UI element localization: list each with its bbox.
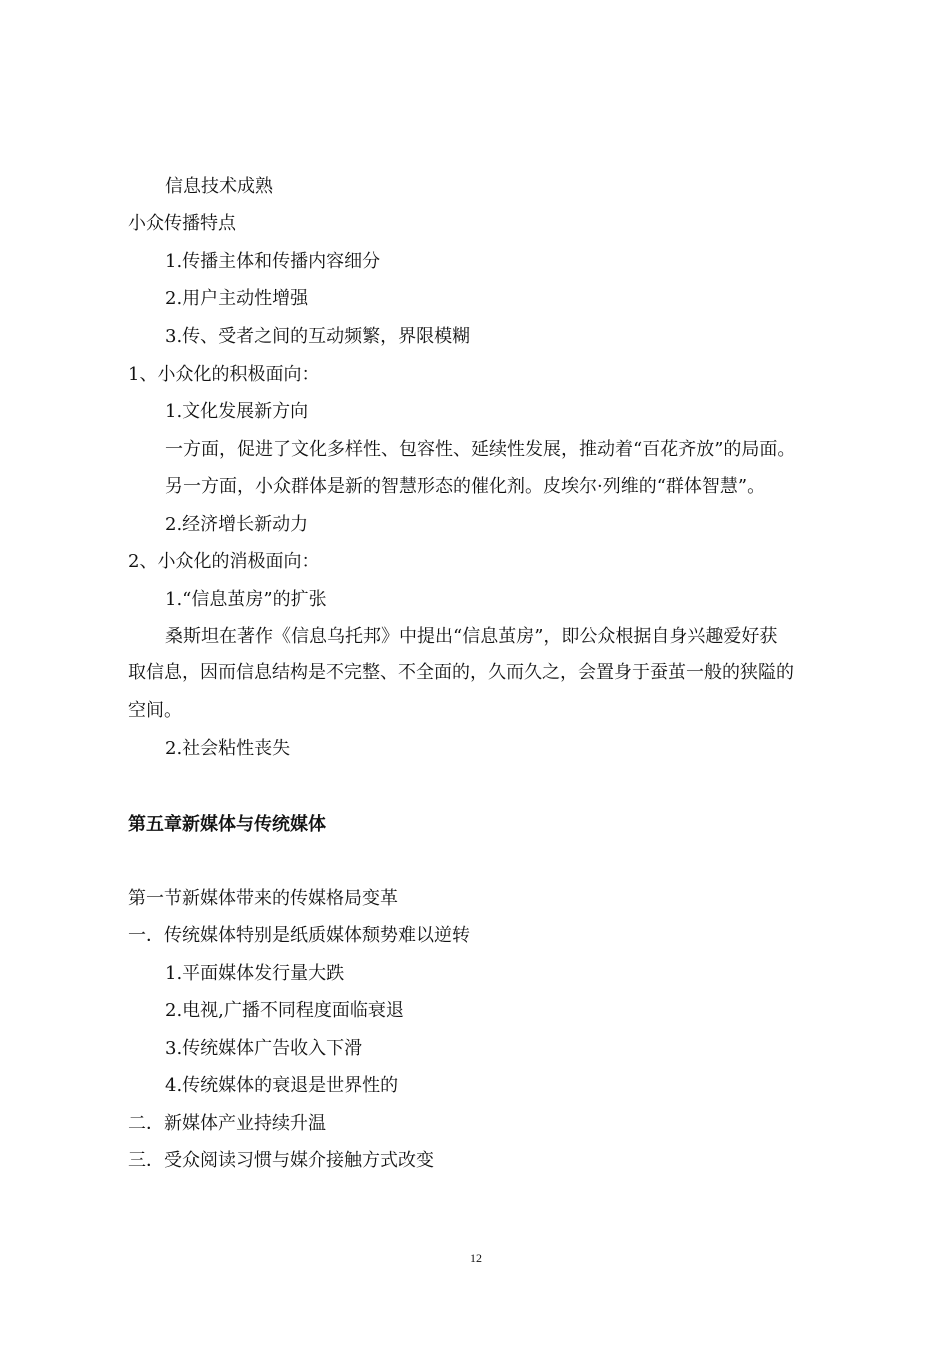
paragraph-line: 另一方面，小众群体是新的智慧形态的催化剂。皮埃尔·列维的“群体智慧”。 <box>165 476 766 497</box>
paragraph-line: 桑斯坦在著作《信息乌托邦》中提出“信息茧房”，即公众根据自身兴趣爱好获 <box>165 626 778 647</box>
paragraph-line: 空间。 <box>128 700 182 721</box>
paragraph-line: 信息技术成熟 <box>165 176 273 197</box>
subheading-line: 2、小众化的消极面向： <box>128 551 320 572</box>
chapter-title: 第五章新媒体与传统媒体 <box>128 814 326 835</box>
list-item: 2.用户主动性增强 <box>165 288 309 309</box>
list-item: 1.平面媒体发行量大跌 <box>165 963 345 984</box>
outline-item: 二．新媒体产业持续升温 <box>128 1113 326 1134</box>
paragraph-line: 取信息，因而信息结构是不完整、不全面的，久而久之，会置身于蚕茧一般的狭隘的 <box>128 662 794 683</box>
list-item: 3.传统媒体广告收入下滑 <box>165 1038 363 1059</box>
list-item: 3.传、受者之间的互动频繁，界限模糊 <box>165 326 471 347</box>
list-item: 1.“信息茧房”的扩张 <box>165 589 327 610</box>
paragraph-line: 一方面，促进了文化多样性、包容性、延续性发展，推动着“百花齐放”的局面。 <box>165 439 796 460</box>
outline-item: 三．受众阅读习惯与媒介接触方式改变 <box>128 1150 434 1171</box>
list-item: 1.文化发展新方向 <box>165 401 309 422</box>
subheading-line: 1、小众化的积极面向： <box>128 364 320 385</box>
page-number: 12 <box>470 1251 482 1265</box>
list-item: 4.传统媒体的衰退是世界性的 <box>165 1075 399 1096</box>
list-item: 1.传播主体和传播内容细分 <box>165 251 381 272</box>
section-title: 第一节新媒体带来的传媒格局变革 <box>128 888 398 909</box>
list-item: 2.经济增长新动力 <box>165 514 309 535</box>
outline-item: 一．传统媒体特别是纸质媒体颓势难以逆转 <box>128 925 470 946</box>
list-item: 2.电视,广播不同程度面临衰退 <box>165 1000 404 1021</box>
list-item: 2.社会粘性丧失 <box>165 738 291 759</box>
subheading-line: 小众传播特点 <box>128 213 236 234</box>
